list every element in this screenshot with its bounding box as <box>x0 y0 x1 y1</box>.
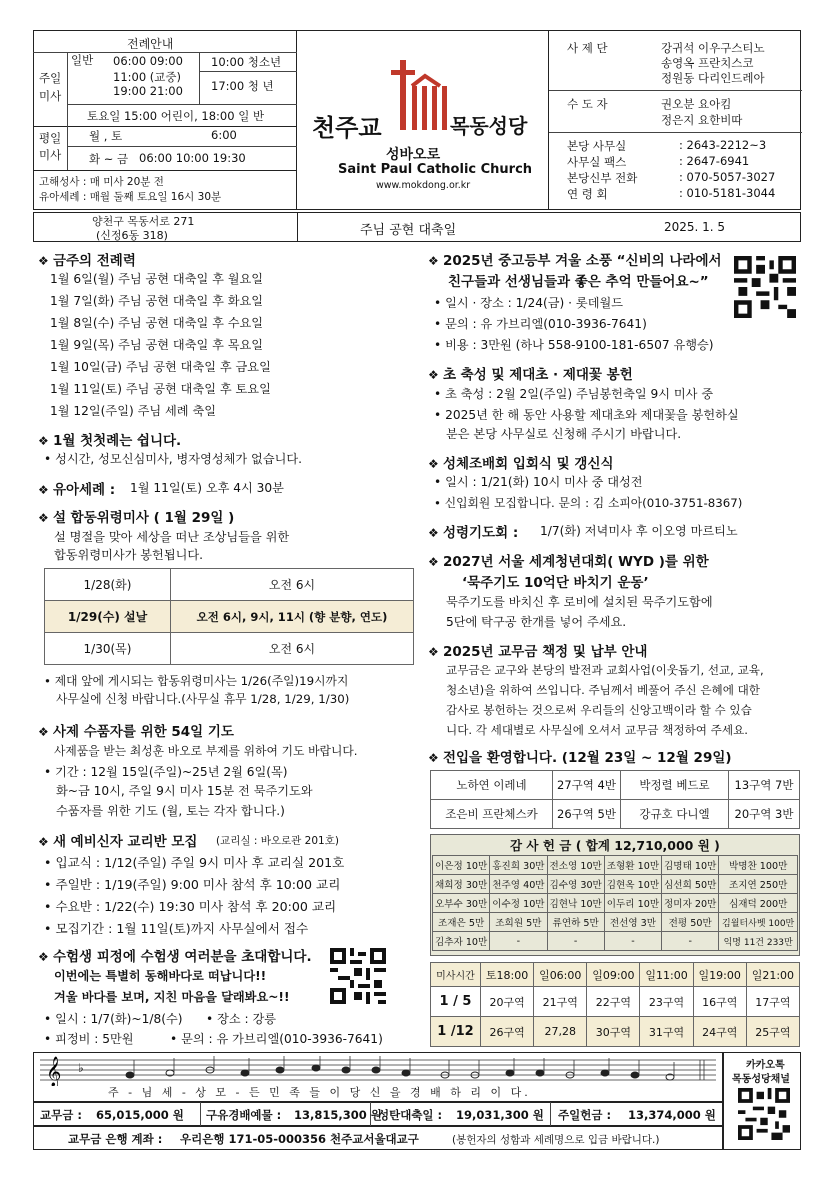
sunday-time-3: 19:00 21:00 <box>113 84 183 98</box>
thanks-cell: 김명태 10만 <box>662 856 719 875</box>
confession: 고해성사 : 매 미사 20분 전 <box>39 176 164 188</box>
priest-1: 강귀석 이우구스티노 <box>661 41 765 55</box>
contact-label-funeral: 연 령 회 <box>567 187 608 201</box>
schedule-zone: 21구역 <box>534 987 587 1017</box>
liturgy-day-4: 1월 9일(목) 주님 공현 대축일 후 목요일 <box>50 338 264 352</box>
liturgy-day-2: 1월 7일(화) 주님 공현 대축일 후 화요일 <box>50 294 264 308</box>
liturgy-title: ❖ 금주의 전례력 <box>38 249 136 269</box>
thanks-cell: 김현옥 10만 <box>604 875 661 894</box>
schedule-zone: 22구역 <box>587 987 640 1017</box>
svg-text:♭: ♭ <box>78 1061 84 1075</box>
thanks-cell: 채희정 30만 <box>433 875 490 894</box>
thanks-cell: 정미자 20만 <box>662 894 719 913</box>
dues-text: 감사로 봉헌하는 것으로써 우리들의 신앙고백이라 할 수 있습 <box>446 703 752 717</box>
music-staff <box>40 1056 716 1086</box>
address-line-2: (신정6동 318) <box>96 229 168 242</box>
thanks-cell: 조지연 250만 <box>719 875 798 894</box>
thanks-cell: 조희원 5만 <box>490 913 547 932</box>
contact-value-funeral: : 010-5181-3044 <box>679 186 776 200</box>
reading-schedule-table <box>430 962 800 1047</box>
schedule-header: 토18:00 <box>481 963 534 987</box>
thanks-cell: 이수정 10만 <box>490 894 547 913</box>
schedule-header: 일09:00 <box>587 963 640 987</box>
schedule-header: 일06:00 <box>534 963 587 987</box>
bank-account: 우리은행 171-05-000356 천주교서울대교구 <box>180 1132 419 1146</box>
kakao-label-2: 목동성당채널 <box>732 1074 790 1085</box>
clergy-role-priests: 사 제 단 <box>567 41 608 55</box>
welcome-table <box>430 770 800 829</box>
thanks-cell: 이은정 10만 <box>433 856 490 875</box>
winter-item: • 문의 : 유 가브리엘(010-3936-7641) <box>434 315 647 332</box>
schedule-zone: 16구역 <box>693 987 746 1017</box>
clergy-panel <box>548 30 801 210</box>
schedule-zone: 23구역 <box>640 987 693 1017</box>
bulletin-date: 2025. 1. 5 <box>664 220 726 234</box>
bank-label: 교무금 은행 계좌 : <box>68 1132 163 1146</box>
dues-title: ❖ 2025년 교무금 책정 및 납부 안내 <box>428 640 647 660</box>
thanks-cell: 류연하 5만 <box>547 913 604 932</box>
sunday-label: 주일 <box>39 71 62 85</box>
contact-value-office: : 2643-2212~3 <box>679 138 767 152</box>
qr-code-icon[interactable] <box>330 948 386 1004</box>
students-place: • 장소 : 강릉 <box>206 1010 276 1027</box>
schedule-header: 일19:00 <box>693 963 746 987</box>
total-label-crib: 구유경배예물 : <box>206 1108 282 1122</box>
catechumen-item: • 주일반 : 1/19(주일) 9:00 미사 참석 후 10:00 교리 <box>44 874 340 893</box>
church-name-left: 천주교 <box>312 114 382 142</box>
prayer54-note: 수품자를 위한 기도 (월, 토는 각자 합니다.) <box>56 804 285 818</box>
thanks-cell: - <box>604 932 661 951</box>
thanks-cell: 전선영 3만 <box>604 913 661 932</box>
thanks-cell: 천주영 40만 <box>490 875 547 894</box>
tue-fri-label: 화 ~ 금 <box>89 152 129 166</box>
ilban-label: 일반 <box>71 53 94 67</box>
feast-title: 주님 공현 대축일 <box>360 223 457 238</box>
infant-text: 1월 11일(토) 오후 4시 30분 <box>130 481 284 495</box>
memorial-table <box>44 568 414 665</box>
thanks-cell: 오부수 30만 <box>433 894 490 913</box>
qr-code-icon[interactable] <box>738 1088 790 1140</box>
memorial-day: 1/30(목) <box>45 633 171 665</box>
schedule-zone: 20구역 <box>481 987 534 1017</box>
schedule-zone: 31구역 <box>640 1017 693 1047</box>
catechumen-title: ❖ 새 예비신자 교리반 모집 <box>38 830 197 850</box>
clergy-role-religious: 수 도 자 <box>567 97 608 111</box>
total-label-sunday: 주일헌금 : <box>558 1108 612 1122</box>
schedule-zone: 27,28 <box>534 1017 587 1047</box>
students-line-1: 이번에는 특별히 동해바다로 떠납니다!! <box>54 969 267 983</box>
dues-text: 청소년)을 위하여 쓰입니다. 주님께서 베풀어 주신 은혜에 대한 <box>446 683 760 697</box>
thanks-cell: 김수영 30만 <box>547 875 604 894</box>
sunday-time-2: 11:00 (교중) <box>113 70 181 84</box>
saturday-times: 토요일 15:00 어린이, 18:00 일 반 <box>87 109 265 123</box>
total-value-crib: 13,815,300 원 <box>294 1108 382 1122</box>
liturgy-day-1: 1월 6일(월) 주님 공현 대축일 후 월요일 <box>50 272 264 286</box>
address-line-1: 양천구 목동서로 271 <box>92 215 195 228</box>
young-adult-time: 17:00 청 년 <box>211 79 274 93</box>
liturgy-day-7: 1월 12일(주일) 주님 세례 축일 <box>50 404 216 418</box>
mon-sat-time: 6:00 <box>211 128 237 142</box>
contact-label-pastor: 본당신부 전화 <box>567 171 638 185</box>
sunday-time-1: 06:00 09:00 <box>113 54 183 68</box>
religious-2: 정은지 요한비따 <box>661 113 743 127</box>
schedule-header: 일11:00 <box>640 963 693 987</box>
memorial-text-1: 설 명절을 맞아 세상을 떠난 조상님들을 위한 <box>54 530 290 544</box>
contact-value-fax: : 2647-6941 <box>679 154 750 168</box>
memorial-title: ❖ 설 합동위령미사 ( 1월 29일 ) <box>38 506 234 526</box>
contact-value-pastor: : 070-5057-3027 <box>679 170 776 184</box>
prayer54-time: 화~금 10시, 주일 9시 미사 15분 전 묵주기도와 <box>56 784 313 798</box>
religious-1: 권오분 요아킴 <box>661 97 732 111</box>
winter-title-1: ❖ 2025년 중고등부 겨울 소풍 “신비의 나라에서 <box>428 249 722 269</box>
music-lyrics: 주 - 님 세 - 상 모 - 든 민 족 들 이 당 신 을 경 배 하 리 이 다. <box>108 1086 531 1099</box>
church-name-right: 목동성당 <box>450 114 528 138</box>
schedule-zone: 30구역 <box>587 1017 640 1047</box>
candle-offering-1: • 2025년 한 해 동안 사용할 제대초와 제대꽃을 봉헌하실 <box>434 406 739 423</box>
welcome-zone: 13구역 7반 <box>729 771 800 800</box>
prayer54-title: ❖ 사제 수품자를 위한 54일 기도 <box>38 720 234 740</box>
weekday-label: 평일 <box>39 131 62 145</box>
total-label-dues: 교무금 : <box>40 1108 82 1122</box>
first-friday-title: ❖ 1월 첫첫례는 쉽니다. <box>38 429 181 449</box>
thanks-cell: - <box>490 932 547 951</box>
contact-label-office: 본당 사무실 <box>567 139 627 153</box>
welcome-name: 강규호 다니엘 <box>621 800 729 829</box>
spirit-text: 1/7(화) 저녁미사 후 이오영 마르티노 <box>540 524 738 538</box>
memorial-time: 오전 6시, 9시, 11시 (향 분향, 연도) <box>171 601 414 633</box>
candle-blessing: • 초 축성 : 2월 2일(주일) 주님봉헌축일 9시 미사 중 <box>434 385 713 402</box>
english-name: Saint Paul Catholic Church <box>338 162 533 177</box>
thanks-cell: 심선희 50만 <box>662 875 719 894</box>
memorial-day: 1/28(화) <box>45 569 171 601</box>
website[interactable]: www.mokdong.or.kr <box>376 180 471 191</box>
eucharist-date: • 일시 : 1/21(화) 10시 미사 중 대성전 <box>434 473 643 490</box>
patron-name: 성바오로 <box>386 147 441 163</box>
memorial-note-1: • 제대 앞에 게시되는 합동위령미사는 1/26(주일)19시까지 <box>44 672 348 689</box>
wyd-text-2: 5단에 탁구공 한개를 넣어 주세요. <box>446 615 627 629</box>
winter-item: • 일시 · 장소 : 1/24(금) · 롯데월드 <box>434 294 623 311</box>
sunday-misa-label: 미사 <box>39 89 62 103</box>
qr-code-icon[interactable] <box>734 256 796 318</box>
total-value-sunday: 13,374,000 원 <box>628 1108 716 1122</box>
schedule-header: 미사시간 <box>431 963 481 987</box>
welcome-name: 노하연 이레네 <box>431 771 553 800</box>
thanks-title: 감 사 헌 금 ( 합계 12,710,000 원 ) <box>510 838 720 853</box>
thanks-cell: 박명찬 100만 <box>719 856 798 875</box>
schedule-zone: 24구역 <box>693 1017 746 1047</box>
youth-time: 10:00 청소년 <box>211 55 282 69</box>
spirit-title: ❖ 성령기도회 : <box>428 521 518 541</box>
infant-title: ❖ 유아세례 : <box>38 478 115 498</box>
thanks-cell: 김월터사벳 100만 <box>719 913 798 932</box>
thanks-cell: 조형환 10만 <box>604 856 661 875</box>
welcome-zone: 27구역 4반 <box>553 771 621 800</box>
candle-title: ❖ 초 축성 및 제대초 · 제대꽃 봉헌 <box>428 363 633 383</box>
svg-text:𝄞: 𝄞 <box>46 1057 62 1086</box>
contact-label-fax: 사무실 팩스 <box>567 155 627 169</box>
memorial-time: 오전 6시 <box>171 633 414 665</box>
thanks-table <box>432 855 798 951</box>
kakao-label-1: 카카오톡 <box>746 1060 785 1071</box>
welcome-title: ❖ 전입을 환영합니다. (12월 23일 ~ 12월 29일) <box>428 746 732 766</box>
memorial-time: 오전 6시 <box>171 569 414 601</box>
prayer54-text: 사제품을 받는 최성훈 바오로 부제를 위하여 기도 바랍니다. <box>54 744 358 758</box>
thanks-cell: - <box>547 932 604 951</box>
students-fee: • 피정비 : 5만원 <box>44 1030 134 1047</box>
schedule-zone: 26구역 <box>481 1017 534 1047</box>
church-logo <box>300 30 548 210</box>
students-contact: • 문의 : 유 가브리엘(010-3936-7641) <box>170 1030 383 1047</box>
tue-fri-times: 06:00 10:00 19:30 <box>139 151 246 165</box>
thanks-cell: 익명 11건 233만 <box>719 932 798 951</box>
winter-item: • 비용 : 3만원 (하나 558-9100-181-6507 유행승) <box>434 336 714 353</box>
winter-title-2: 친구들과 선생님들과 좋은 추억 만들어요~” <box>448 274 709 290</box>
dues-text: 교무금은 교구와 본당의 발전과 교회사업(이웃돕기, 선교, 교육, <box>446 663 764 677</box>
thanks-cell: 조재은 5만 <box>433 913 490 932</box>
catechumen-item: • 모집기간 : 1월 11일(토)까지 사무실에서 접수 <box>44 918 308 937</box>
thanks-cell: 이두리 10만 <box>604 894 661 913</box>
welcome-zone: 26구역 5반 <box>553 800 621 829</box>
welcome-name: 박정렬 베드로 <box>621 771 729 800</box>
catechumen-place: (교리실 : 바오로관 201호) <box>216 835 339 847</box>
students-date: • 일시 : 1/7(화)~1/8(수) <box>44 1010 182 1027</box>
mass-title: 전례안내 <box>127 37 174 51</box>
wyd-title-2: ‘묵주기도 10억단 바치기 운동’ <box>462 575 649 591</box>
schedule-date: 1 /12 <box>431 1017 481 1047</box>
memorial-note-2: 사무실에 신청 바랍니다.(사무실 휴무 1/28, 1/29, 1/30) <box>56 692 350 706</box>
welcome-name: 조은비 프란체스카 <box>431 800 553 829</box>
mass-times-panel <box>33 30 297 210</box>
wyd-text-1: 묵주기도를 바치신 후 로비에 설치된 묵주기도함에 <box>446 595 713 609</box>
schedule-header: 일21:00 <box>746 963 799 987</box>
first-friday-text: • 성시간, 성모신심미사, 병자영성체가 없습니다. <box>44 450 302 467</box>
bank-note: (봉헌자의 성함과 세례명으로 입금 바랍니다.) <box>452 1134 660 1146</box>
thanks-cell: 홍진희 30만 <box>490 856 547 875</box>
memorial-text-2: 합동위령미사가 봉헌됩니다. <box>54 548 204 562</box>
total-value-dues: 65,015,000 원 <box>96 1108 184 1122</box>
mon-sat-label: 월 , 토 <box>89 129 123 143</box>
catechumen-item: • 입교식 : 1/12(주일) 주일 9시 미사 후 교리실 201호 <box>44 852 344 871</box>
infant-baptism: 유아세례 : 매월 둘째 토요일 16시 30분 <box>39 191 222 203</box>
dues-text: 니다. 각 세대별로 사무실에 오셔서 교무금 책정하여 주세요. <box>446 723 748 737</box>
schedule-zone: 25구역 <box>746 1017 799 1047</box>
thanks-cell: 김추자 10만 <box>433 932 490 951</box>
memorial-day: 1/29(수) 설날 <box>45 601 171 633</box>
priest-3: 정원동 다리인드레아 <box>661 71 765 85</box>
catechumen-item: • 수요반 : 1/22(수) 19:30 미사 참석 후 20:00 교리 <box>44 896 336 915</box>
students-title: ❖ 수험생 피정에 수험생 여러분을 초대합니다. <box>38 945 312 965</box>
liturgy-day-6: 1월 11일(토) 주님 공현 대축일 후 토요일 <box>50 382 271 396</box>
priest-2: 송영옥 프란치스코 <box>661 56 754 70</box>
liturgy-day-3: 1월 8일(수) 주님 공현 대축일 후 수요일 <box>50 316 264 330</box>
total-label-christmas: 성탄대축일 : <box>378 1108 443 1122</box>
thanks-cell: 전소영 10만 <box>547 856 604 875</box>
thanks-cell: - <box>662 932 719 951</box>
candle-offering-2: 분은 본당 사무실로 신청해 주시기 바랍니다. <box>446 427 682 441</box>
total-value-christmas: 19,031,300 원 <box>456 1108 544 1122</box>
thanks-cell: 김현낙 10만 <box>547 894 604 913</box>
students-line-2: 겨울 바다를 보며, 지친 마음을 달래봐요~!! <box>54 990 290 1004</box>
liturgy-day-5: 1월 10일(금) 주님 공현 대축일 후 금요일 <box>50 360 271 374</box>
eucharist-recruit: • 신입회원 모집합니다. 문의 : 김 소피아(010-3751-8367) <box>434 494 742 511</box>
thanks-cell: 전평 50만 <box>662 913 719 932</box>
schedule-zone: 17구역 <box>746 987 799 1017</box>
welcome-zone: 20구역 3반 <box>729 800 800 829</box>
schedule-date: 1 / 5 <box>431 987 481 1017</box>
wyd-title-1: ❖ 2027년 서울 세계청년대회( WYD )를 위한 <box>428 550 709 570</box>
prayer54-period: • 기간 : 12월 15일(주일)~25년 2월 6일(목) <box>44 763 288 780</box>
eucharist-title: ❖ 성체조배회 입회식 및 갱신식 <box>428 452 614 472</box>
weekday-misa-label: 미사 <box>39 148 62 162</box>
thanks-cell: 심재덕 200만 <box>719 894 798 913</box>
